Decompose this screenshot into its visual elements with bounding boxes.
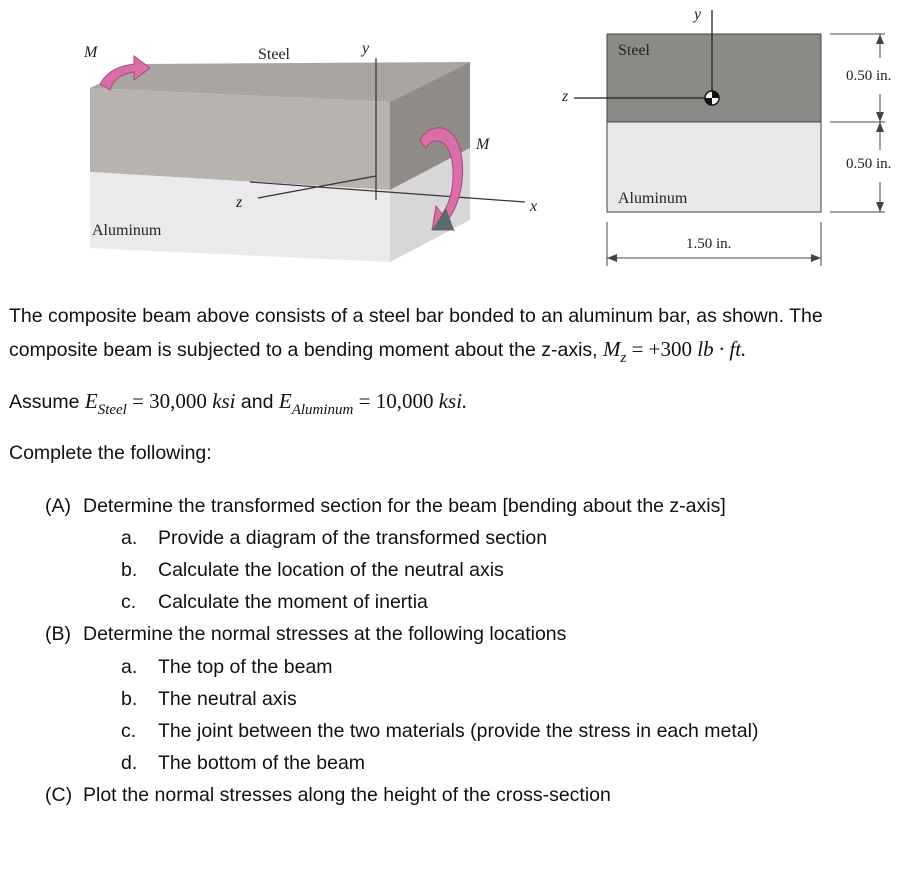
- moment-symbol: M: [603, 337, 621, 361]
- task-a-item-b: [121, 559, 504, 582]
- intro-line-1: The composite beam above consists of a steel bar bonded to an aluminum bar, as shown. The: [9, 305, 823, 327]
- assume-line: [9, 385, 467, 420]
- moment-unit: lb · ft.: [697, 337, 747, 361]
- task-b-item-c: [121, 720, 758, 743]
- z-label-3d: z: [236, 194, 243, 211]
- steel-subscript: Steel: [97, 402, 127, 418]
- item-label: a.: [121, 527, 138, 549]
- item-label: c.: [121, 591, 137, 613]
- steel-label-3d: Steel: [258, 46, 290, 63]
- task-b-item-a: [121, 656, 333, 679]
- dim-bottom-label: 0.50 in.: [846, 156, 892, 172]
- task-label: (A): [45, 495, 71, 517]
- dim-top-label: 0.50 in.: [846, 68, 892, 84]
- beam-front-steel: [90, 88, 390, 190]
- complete-line: Complete the following:: [9, 442, 212, 464]
- task-label: (B): [45, 623, 71, 645]
- task-label: (C): [45, 784, 73, 806]
- item-text: The joint between the two materials (provide the stress in each metal): [158, 720, 759, 742]
- and-text: and: [235, 391, 279, 413]
- task-b: [45, 623, 566, 646]
- item-label: d.: [121, 752, 138, 774]
- item-label: a.: [121, 656, 138, 678]
- task-c: [45, 784, 611, 807]
- task-text: Determine the transformed section for the beam [bending about the z-axis]: [83, 495, 726, 517]
- e-aluminum-symbol: E: [278, 389, 292, 413]
- task-b-item-b: [121, 688, 297, 711]
- intro-line-2: [9, 333, 746, 368]
- item-label: b.: [121, 559, 138, 581]
- aluminum-modulus: = 10,000: [353, 389, 439, 413]
- moment-value: = +300: [626, 337, 698, 361]
- task-b-item-d: [121, 752, 365, 775]
- dim-width-label: 1.50 in.: [686, 236, 732, 252]
- task-a-item-a: [121, 527, 547, 550]
- intro-line-2-text: composite beam is subjected to a bending moment about the z-axis,: [9, 339, 603, 361]
- moment-subscript: z: [620, 350, 627, 366]
- y-label-section: y: [694, 6, 702, 23]
- ksi-unit-end: ksi.: [438, 389, 468, 413]
- z-label-section: z: [562, 88, 569, 105]
- y-label-3d: y: [362, 40, 370, 57]
- item-label: b.: [121, 688, 138, 710]
- moment-label-top: M: [84, 44, 98, 61]
- item-text: Calculate the location of the neutral axis: [158, 559, 504, 581]
- x-label-3d: x: [530, 198, 538, 215]
- task-text: Plot the normal stresses along the height of the cross-section: [83, 784, 611, 806]
- item-text: The neutral axis: [158, 688, 297, 710]
- moment-label-right: M: [476, 136, 490, 153]
- item-text: The top of the beam: [158, 656, 333, 678]
- item-text: The bottom of the beam: [158, 752, 366, 774]
- ksi-unit: ksi: [212, 389, 236, 413]
- aluminum-label-3d: Aluminum: [92, 222, 162, 239]
- e-steel-symbol: E: [84, 389, 98, 413]
- aluminum-subscript: Aluminum: [291, 402, 354, 418]
- steel-modulus: = 30,000: [126, 389, 213, 413]
- item-text: Calculate the moment of inertia: [158, 591, 428, 613]
- item-label: c.: [121, 720, 137, 742]
- assume-prefix: Assume: [9, 391, 85, 413]
- steel-label-section: Steel: [618, 42, 650, 59]
- task-a: [45, 495, 726, 518]
- task-text: Determine the normal stresses at the following locations: [83, 623, 567, 645]
- aluminum-label-section: Aluminum: [618, 190, 688, 207]
- beam-figure: [0, 0, 908, 280]
- item-text: Provide a diagram of the transformed section: [158, 527, 548, 549]
- task-a-item-c: [121, 591, 428, 614]
